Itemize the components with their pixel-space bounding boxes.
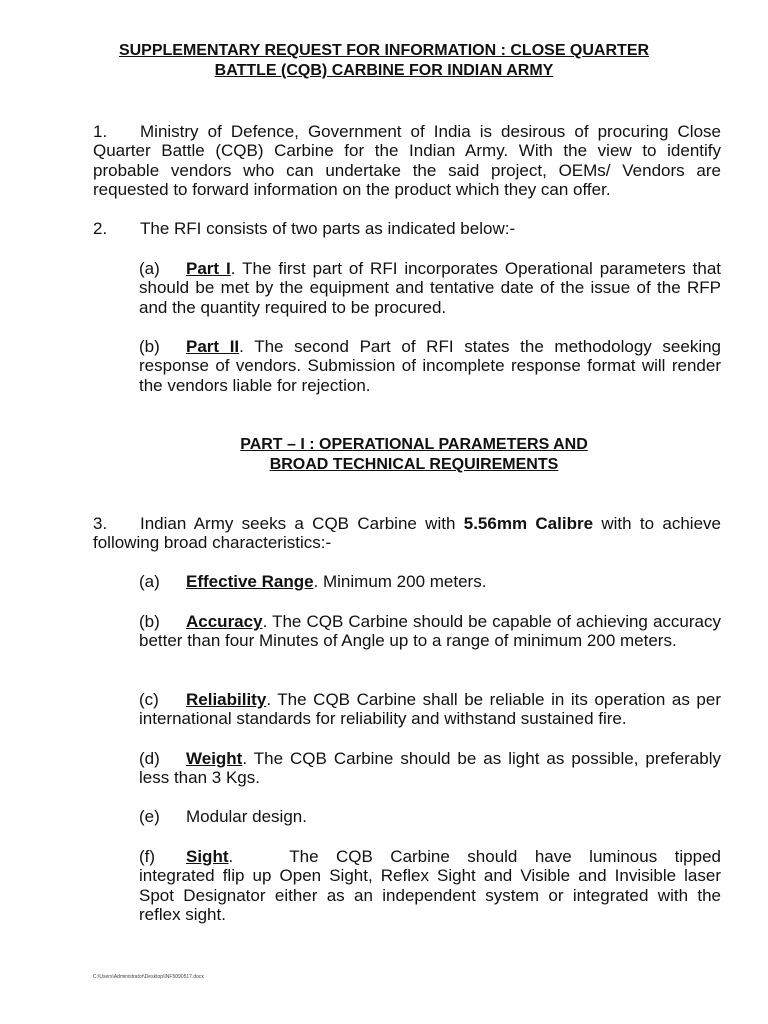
item-text: Modular design.	[186, 807, 307, 826]
paragraph-3e	[139, 807, 721, 826]
paragraph-text: The RFI consists of two parts as indicated below:-	[140, 219, 516, 238]
paragraph-text-pre: Indian Army seeks a CQB Carbine with	[140, 514, 464, 533]
paragraph-3f	[139, 847, 721, 925]
paragraph-3c	[139, 690, 721, 729]
item-heading: Sight	[186, 847, 229, 866]
item-heading: Weight	[186, 749, 243, 768]
part-1-heading-line-2: BROAD TECHNICAL REQUIREMENTS	[269, 456, 559, 473]
item-label: (d)	[139, 749, 160, 768]
item-text: . The CQB Carbine shall be reliable in its operation as per international standards for reliability and withstand sustained fire.	[139, 690, 721, 729]
item-text: . The first part of RFI incorporates Operational parameters that should be met by the equipment and tentative date of the issue of the RFP and the quantity required to be procured.	[139, 259, 721, 317]
paragraph-2a	[139, 259, 721, 317]
footer-file-path: C:\Users\Administrator\Desktop\INF5090517.docx	[93, 974, 204, 980]
paragraph-number: 2.	[93, 219, 108, 238]
item-heading: Accuracy	[186, 612, 263, 631]
item-text: . The CQB Carbine should be capable of achieving accuracy better than four Minutes of Angle up to a range of minimum 200 meters.	[139, 612, 721, 651]
calibre-text: 5.56mm Calibre	[463, 514, 594, 533]
paragraph-text-post: with to achieve following broad characteristics:-	[93, 514, 721, 553]
item-dot: .	[228, 847, 234, 866]
paragraph-2b	[139, 337, 721, 395]
item-heading: Part I	[186, 259, 231, 278]
item-text: The CQB Carbine should have luminous tipped integrated flip up Open Sight, Reflex Sight and Visible and Invisible laser Spot Designator either as an independent system or integrated with the reflex sight.	[139, 847, 721, 925]
item-label: (e)	[139, 807, 160, 826]
item-label: (b)	[139, 337, 160, 356]
paragraph-number: 1.	[93, 122, 108, 141]
paragraph-3a	[139, 572, 721, 591]
item-text: . Minimum 200 meters.	[313, 572, 487, 591]
document-title	[60, 41, 708, 81]
item-heading: Effective Range	[186, 572, 314, 591]
paragraph-2	[93, 219, 721, 238]
paragraph-1	[93, 122, 721, 200]
paragraph-3d	[139, 749, 721, 788]
item-text: . The CQB Carbine should be as light as possible, preferably less than 3 Kgs.	[139, 749, 721, 788]
part-1-heading-line-1: PART – I : OPERATIONAL PARAMETERS AND	[240, 436, 588, 453]
title-line-1: SUPPLEMENTARY REQUEST FOR INFORMATION : CLOSE QUARTER	[118, 42, 650, 59]
item-label: (a)	[139, 572, 160, 591]
item-heading: Reliability	[186, 690, 267, 709]
item-label: (b)	[139, 612, 160, 631]
title-line-2: BATTLE (CQB) CARBINE FOR INDIAN ARMY	[214, 62, 554, 79]
item-label: (c)	[139, 690, 159, 709]
paragraph-number: 3.	[93, 514, 108, 533]
item-text: . The second Part of RFI states the methodology seeking response of vendors. Submission of incomplete response format will render the vendors liable for rejection.	[139, 337, 722, 395]
item-heading: Part II	[186, 337, 240, 356]
paragraph-text: Ministry of Defence, Government of India is desirous of procuring Close Quarter Battle (CQB) Carbine for the Indian Army. With the view to identify probable vendors who can undertake the said project, OEMs/ Vendors are requested to forward information on the product which they can offer.	[93, 122, 721, 200]
item-label: (f)	[139, 847, 156, 866]
paragraph-3	[93, 514, 721, 553]
item-label: (a)	[139, 259, 160, 278]
paragraph-3b	[139, 612, 721, 651]
part-1-heading	[60, 435, 768, 475]
